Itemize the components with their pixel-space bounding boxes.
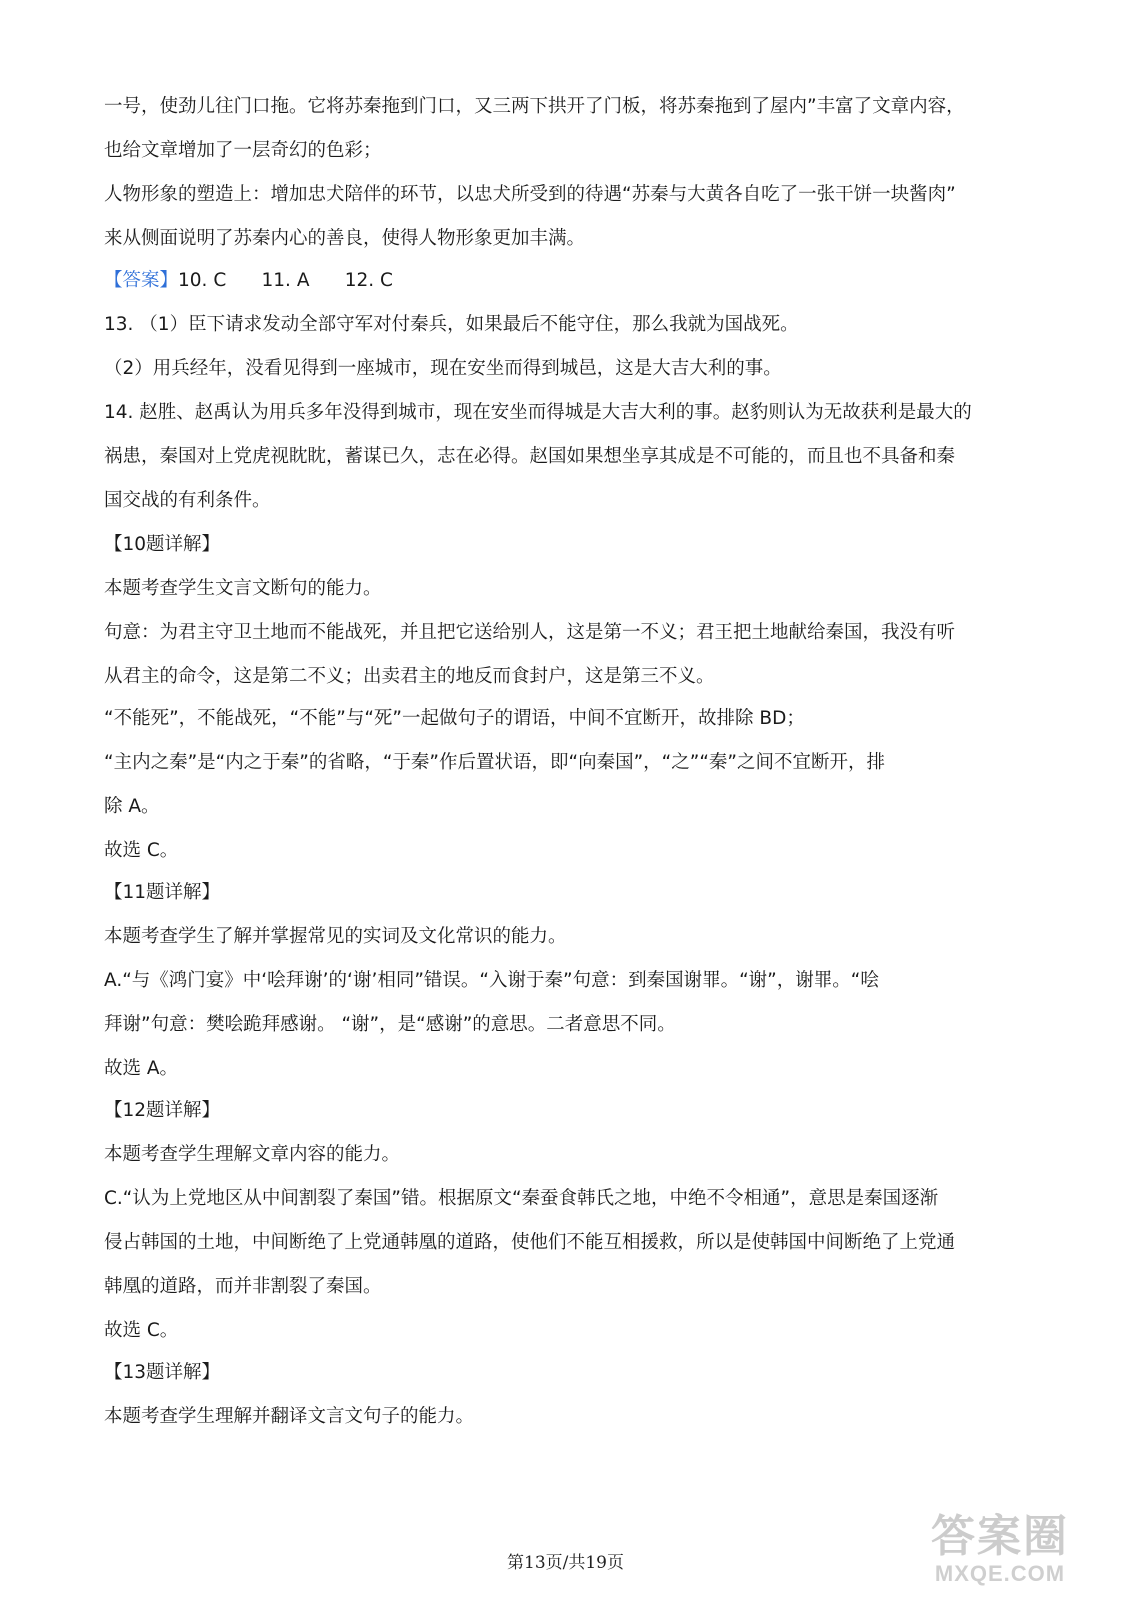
text-line: 一号，使劲儿往门口拖。它将苏秦拖到门口，又三两下拱开了门板，将苏秦拖到了屋内”丰富了文章内容， <box>104 96 965 117</box>
section-heading: 【13题详解】 <box>104 1362 221 1383</box>
text-line: 故选 A。 <box>104 1058 179 1079</box>
text-line: 句意：为君主守卫土地而不能战死，并且把它送给别人，这是第一不义；君王把土地献给秦国，我没有听 <box>104 622 956 643</box>
text-line: 也给文章增加了一层奇幻的色彩； <box>104 140 382 161</box>
text-line: 从君主的命令，这是第二不义；出卖君主的地反而食封户，这是第三不义。 <box>104 666 715 687</box>
answer-line <box>104 268 1024 294</box>
text-line: 除 A。 <box>104 796 160 817</box>
text-line: 拜谢”句意：樊哙跪拜感谢。 “谢”，是“感谢”的意思。二者意思不同。 <box>104 1014 676 1035</box>
text-line: 来从侧面说明了苏秦内心的善良，使得人物形象更加丰满。 <box>104 228 586 249</box>
text-line: C.“认为上党地区从中间割裂了秦国”错。根据原文“秦蚕食韩氏之地，中绝不令相通”，意思是秦国逐渐 <box>104 1188 939 1209</box>
text-line: 人物形象的塑造上：增加忠犬陪伴的环节，以忠犬所受到的待遇“苏秦与大黄各自吃了一张干饼一块酱肉” <box>104 184 956 205</box>
section-heading: 【10题详解】 <box>104 534 221 555</box>
text-line: A.“与《鸿门宴》中‘哙拜谢’的‘谢’相同”错误。“入谢于秦”句意：到秦国谢罪。“谢”，谢罪。“哙 <box>104 970 879 991</box>
section-heading: 【12题详解】 <box>104 1100 221 1121</box>
answer-values: 10. C 11. A 12. C <box>178 270 393 291</box>
text-line: 故选 C。 <box>104 840 179 861</box>
text-line: “主内之秦”是“内之于秦”的省略，“于秦”作后置状语，即“向秦国”，“之”“秦”之间不宜断开，排 <box>104 752 886 773</box>
text-line: 14. 赵胜、赵禹认为用兵多年没得到城市，现在安坐而得城是大吉大利的事。赵豹则认为无故获利是最大的 <box>104 402 972 423</box>
text-line: 本题考查学生理解文章内容的能力。 <box>104 1144 401 1165</box>
text-line: 韩凰的道路，而并非割裂了秦国。 <box>104 1276 382 1297</box>
text-line: “不能死”，不能战死，“不能”与“死”一起做句子的谓语，中间不宜断开，故排除 BD； <box>104 708 805 729</box>
text-line: 13. （1）臣下请求发动全部守军对付秦兵，如果最后不能守住，那么我就为国战死。 <box>104 314 799 335</box>
text-line: 本题考查学生理解并翻译文言文句子的能力。 <box>104 1406 475 1427</box>
watermark-title: 答案圈 <box>931 1511 1069 1562</box>
watermark-url: MXQE.COM <box>934 1561 1066 1586</box>
answer-tag: 【答案】 <box>104 270 179 291</box>
text-line: 本题考查学生文言文断句的能力。 <box>104 578 382 599</box>
text-line: 本题考查学生了解并掌握常见的实词及文化常识的能力。 <box>104 926 567 947</box>
watermark-logo <box>895 1512 1105 1592</box>
text-line: 侵占韩国的土地，中间断绝了上党通韩凰的道路，使他们不能互相援救，所以是使韩国中间断绝了上党通 <box>104 1232 956 1253</box>
text-line: （2）用兵经年，没看见得到一座城市，现在安坐而得到城邑，这是大吉大利的事。 <box>104 358 782 379</box>
section-heading: 【11题详解】 <box>104 882 221 903</box>
text-line: 故选 C。 <box>104 1320 179 1341</box>
text-line: 国交战的有利条件。 <box>104 490 271 511</box>
text-line: 祸患，秦国对上党虎视眈眈，蓄谋已久，志在必得。赵国如果想坐享其成是不可能的，而且也不具备和秦 <box>104 446 956 467</box>
page-number: 第13页/共19页 <box>507 1553 624 1573</box>
